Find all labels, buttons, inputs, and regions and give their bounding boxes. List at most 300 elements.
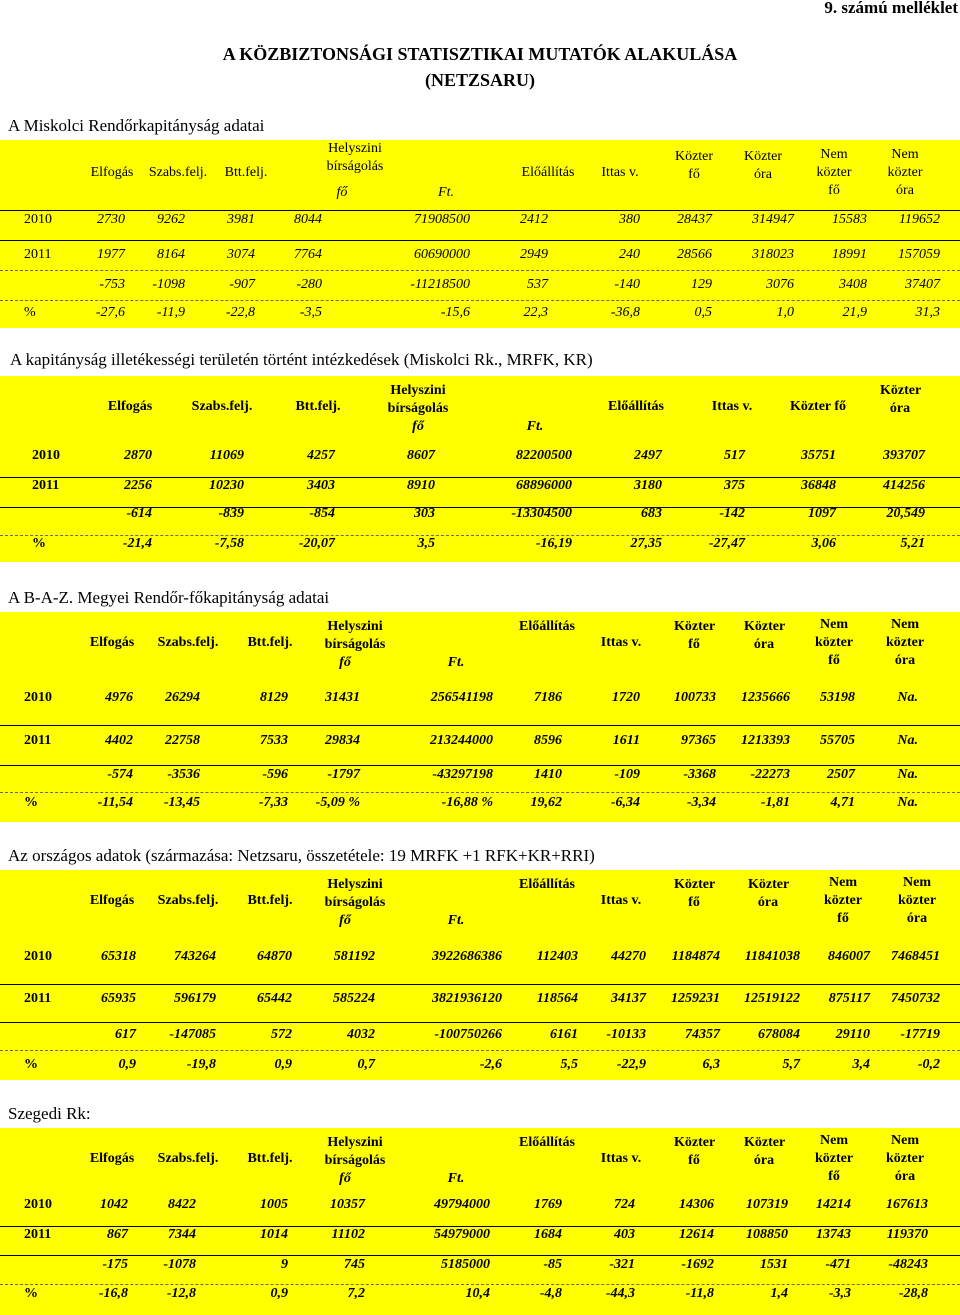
column-header: Szabs.felj.	[157, 635, 219, 650]
table-cell: 414256	[883, 478, 925, 493]
table-cell: 18991	[832, 247, 867, 262]
row-label: %	[24, 1286, 38, 1301]
table-cell: 8129	[260, 690, 288, 705]
table-cell: 119652	[899, 212, 940, 227]
table-cell: 403	[614, 1227, 635, 1242]
table-cell: 7764	[294, 247, 322, 262]
table-cell: -3536	[167, 767, 200, 782]
table-cell: 2870	[124, 448, 152, 463]
table-cell: 29110	[835, 1027, 870, 1042]
table-cell: 54979000	[434, 1227, 490, 1242]
table-cell: 65318	[101, 949, 136, 964]
table-cell: 49794000	[434, 1197, 490, 1212]
column-header: Ft.	[447, 913, 465, 928]
column-header: Közter fő	[674, 619, 716, 652]
table-cell: 3403	[307, 478, 335, 493]
section-title-2: A kapitányság illetékességi területén történt intézkedések (Miskolci Rk., MRFK, KR)	[10, 350, 593, 369]
table-cell: -20,07	[298, 536, 335, 551]
column-header: Nem közter óra	[897, 875, 937, 926]
table-cell: -574	[107, 767, 133, 782]
table-cell: 2730	[97, 212, 125, 227]
table-cell: 5,21	[900, 536, 925, 551]
table-cell: 22758	[165, 733, 200, 748]
column-header: Szabs.felj.	[148, 165, 208, 180]
table-cell: 724	[614, 1197, 635, 1212]
table-cell: 1611	[612, 733, 640, 748]
table-cell: -1692	[681, 1257, 714, 1272]
table-cell: -1,81	[760, 795, 790, 810]
column-header: Helyszini bírságolás	[324, 1135, 386, 1168]
table-cell: Na.	[897, 767, 918, 782]
section-title-1: A Miskolci Rendőrkapitányság adatai	[8, 116, 265, 135]
table-cell: -19,8	[186, 1057, 216, 1072]
table-cell: -48243	[888, 1257, 928, 1272]
table-cell: 0,9	[118, 1057, 136, 1072]
table-cell: 7468451	[891, 949, 940, 964]
table-cell: 3922686386	[432, 949, 502, 964]
row-separator	[0, 210, 960, 211]
table-cell: -596	[262, 767, 288, 782]
table-cell: -614	[126, 506, 152, 521]
table-cell: 9262	[157, 212, 185, 227]
column-header: fő	[339, 913, 351, 928]
table-cell: 6161	[550, 1027, 578, 1042]
table-cell: -1098	[152, 277, 185, 292]
column-header: Btt.felj.	[247, 635, 293, 650]
table-cell: 5,7	[782, 1057, 800, 1072]
row-separator	[0, 240, 960, 241]
table-cell: 213244000	[430, 733, 493, 748]
table-cell: 55705	[820, 733, 855, 748]
table-cell: 537	[527, 277, 548, 292]
row-label: 2010	[24, 1197, 52, 1212]
table-cell: 60690000	[414, 247, 470, 262]
table-cell: 303	[414, 506, 435, 521]
table-cell: -21,4	[122, 536, 152, 551]
table-cell: 118564	[536, 991, 578, 1006]
column-header: Nem közter fő	[816, 147, 852, 198]
table-cell: -11218500	[410, 277, 470, 292]
table-cell: 2497	[634, 448, 662, 463]
table-cell: -4,8	[539, 1286, 562, 1301]
column-header: Ittas v.	[600, 635, 642, 650]
table-cell: 585224	[333, 991, 375, 1006]
column-header: Elfogás	[107, 399, 153, 414]
table-cell: -85	[543, 1257, 562, 1272]
table-cell: -17719	[900, 1027, 940, 1042]
table-cell: 7533	[260, 733, 288, 748]
row-separator	[0, 300, 960, 301]
table-cell: 35751	[801, 448, 836, 463]
column-header: Nem közter fő	[814, 617, 854, 668]
column-header: fő	[339, 1171, 351, 1186]
table-cell: 3981	[227, 212, 255, 227]
row-separator	[0, 1050, 960, 1051]
table-cell: 393707	[883, 448, 925, 463]
table-cell: 4032	[347, 1027, 375, 1042]
row-label: 2010	[24, 690, 52, 705]
table-cell: 3,5	[417, 536, 435, 551]
table-cell: 8422	[168, 1197, 196, 1212]
table-cell: 375	[724, 478, 745, 493]
table-cell: 157059	[898, 247, 940, 262]
table-cell: -3,3	[828, 1286, 851, 1301]
table-cell: 129	[691, 277, 712, 292]
table-cell: -27,47	[708, 536, 745, 551]
table-cell: 12519122	[744, 991, 800, 1006]
column-header: Közter fő	[674, 149, 714, 182]
table-cell: 683	[641, 506, 662, 521]
column-header: fő	[412, 419, 424, 434]
table-cell: -16,8	[98, 1286, 128, 1301]
table-cell: 3180	[634, 478, 662, 493]
table-cell: 867	[107, 1227, 128, 1242]
table-cell: 4,71	[830, 795, 855, 810]
table-cell: 678084	[758, 1027, 800, 1042]
row-separator	[0, 984, 960, 985]
column-header: Nem közter óra	[887, 147, 923, 198]
table-cell: 2256	[124, 478, 152, 493]
table-cell: 1720	[612, 690, 640, 705]
table-cell: 11069	[209, 448, 244, 463]
row-separator	[0, 792, 960, 793]
column-header: Ittas v.	[600, 1151, 642, 1166]
table-cell: 34137	[611, 991, 646, 1006]
column-header: Helyszini bírságolás	[324, 877, 386, 910]
column-header: Ft.	[447, 1171, 465, 1186]
table-cell: Na.	[897, 733, 918, 748]
table-cell: -22,8	[225, 305, 255, 320]
table-cell: 3,4	[852, 1057, 870, 1072]
table-cell: -280	[296, 277, 322, 292]
table-cell: 1,0	[776, 305, 794, 320]
table-cell: 36848	[801, 478, 836, 493]
table-cell: 581192	[333, 949, 375, 964]
table-cell: -7,58	[214, 536, 244, 551]
table-cell: -907	[229, 277, 255, 292]
table-cell: 2507	[827, 767, 855, 782]
column-header: Előállítás	[518, 619, 575, 634]
table-cell: 13743	[816, 1227, 851, 1242]
table-cell: 314947	[752, 212, 794, 227]
table-cell: 1,4	[770, 1286, 788, 1301]
table-cell: -11,8	[685, 1286, 714, 1301]
column-header: fő	[336, 185, 348, 200]
row-label: %	[24, 305, 36, 320]
row-label: 2010	[24, 212, 52, 227]
column-header: Ittas v.	[601, 165, 639, 180]
row-label: 2011	[24, 1227, 52, 1242]
table-cell: -11,54	[97, 795, 133, 810]
table-cell: 1531	[760, 1257, 788, 1272]
row-separator	[0, 1255, 960, 1256]
section-title-3: A B-A-Z. Megyei Rendőr-főkapitányság adatai	[8, 588, 330, 607]
table-cell: -2,6	[479, 1057, 502, 1072]
table-cell: 11841038	[744, 949, 800, 964]
table-cell: 68896000	[516, 478, 572, 493]
table-cell: 4976	[105, 690, 133, 705]
main-title: A KÖZBIZTONSÁGI STATISZTIKAI MUTATÓK ALAKULÁSA	[222, 44, 738, 64]
table-cell: -471	[825, 1257, 851, 1272]
table-cell: 11102	[331, 1227, 365, 1242]
table-cell: 1235666	[741, 690, 790, 705]
table-cell: 21,9	[842, 305, 867, 320]
table-cell: -3,5	[299, 305, 322, 320]
table-cell: 3074	[227, 247, 255, 262]
table-cell: 4402	[105, 733, 133, 748]
row-label: 2010	[24, 949, 52, 964]
table-cell: -3368	[683, 767, 716, 782]
row-label: 2011	[32, 478, 60, 493]
table-cell: -6,34	[610, 795, 640, 810]
table-cell: 8044	[294, 212, 322, 227]
table-cell: -140	[614, 277, 640, 292]
table-cell: 8596	[534, 733, 562, 748]
table-cell: 100733	[674, 690, 716, 705]
table-cell: 6,3	[702, 1057, 720, 1072]
table-cell: 74357	[685, 1027, 720, 1042]
column-header: Szabs.felj.	[191, 399, 253, 414]
column-header: Előállítás	[518, 877, 575, 892]
main-subtitle: (NETZSARU)	[424, 70, 535, 90]
row-label: 2011	[24, 991, 52, 1006]
table-cell: 3821936120	[432, 991, 502, 1006]
table-cell: 745	[344, 1257, 365, 1272]
table-cell: -11,9	[156, 305, 185, 320]
column-header: Helyszini bírságolás	[324, 619, 386, 652]
column-header: Ft.	[447, 655, 465, 670]
column-header: Elfogás	[90, 165, 134, 180]
column-header: Előállítás	[607, 399, 664, 414]
table-cell: 846007	[828, 949, 870, 964]
table-cell: -27,6	[95, 305, 125, 320]
column-header: Közter fő	[674, 1135, 716, 1168]
table-cell: 8164	[157, 247, 185, 262]
table-cell: 0,9	[274, 1057, 292, 1072]
row-label: 2011	[24, 247, 52, 262]
table-cell: 7,2	[347, 1286, 365, 1301]
table-cell: -12,8	[166, 1286, 196, 1301]
table-cell: 1005	[260, 1197, 288, 1212]
annex-label: 9. számú melléklet	[824, 0, 958, 17]
table-cell: 37407	[905, 277, 940, 292]
table-cell: 22,3	[523, 305, 548, 320]
table-cell: 28437	[677, 212, 712, 227]
table-cell: -10133	[606, 1027, 646, 1042]
table-cell: -22,9	[616, 1057, 646, 1072]
table-cell: 5,5	[560, 1057, 578, 1072]
table-cell: 44270	[611, 949, 646, 964]
table-cell: 82200500	[516, 448, 572, 463]
column-header: Közter óra	[748, 877, 790, 910]
table-cell: 380	[619, 212, 640, 227]
table-cell: -43297198	[432, 767, 493, 782]
table-cell: 0,5	[694, 305, 712, 320]
column-header: Előállítás	[518, 1135, 575, 1150]
column-header: fő	[339, 655, 351, 670]
table-cell: -753	[99, 277, 125, 292]
row-separator	[0, 765, 960, 766]
table-cell: -1797	[327, 767, 360, 782]
column-header: Elfogás	[89, 893, 135, 908]
table-cell: 5185000	[441, 1257, 490, 1272]
table-cell: 10230	[209, 478, 244, 493]
row-separator	[0, 270, 960, 271]
column-header: Nem közter fő	[823, 875, 863, 926]
table-cell: Na.	[897, 690, 918, 705]
row-separator	[0, 725, 960, 726]
table-cell: -13,45	[163, 795, 200, 810]
table-cell: -3,34	[686, 795, 716, 810]
table-cell: 572	[271, 1027, 292, 1042]
table-cell: -15,6	[440, 305, 470, 320]
column-header: Btt.felj.	[224, 165, 268, 180]
column-header: Helyszini bírságolás	[326, 141, 384, 174]
column-header: Nem közter óra	[885, 1133, 925, 1184]
table-cell: 26294	[165, 690, 200, 705]
column-header: Közter fő	[789, 399, 847, 414]
table-cell: -7,33	[258, 795, 288, 810]
column-header: Szabs.felj.	[157, 1151, 219, 1166]
table-cell: 65935	[101, 991, 136, 1006]
table-cell: 3408	[839, 277, 867, 292]
table-cell: 10357	[330, 1197, 365, 1212]
table-cell: -44,3	[605, 1286, 635, 1301]
table-cell: 112403	[536, 949, 578, 964]
table-cell: 517	[724, 448, 745, 463]
section-title-5: Szegedi Rk:	[8, 1104, 91, 1123]
column-header: Ittas v.	[711, 399, 753, 414]
table-cell: 1410	[534, 767, 562, 782]
column-header: Helyszini bírságolás	[387, 383, 449, 416]
column-header: Btt.felj.	[295, 399, 341, 414]
table-cell: -854	[309, 506, 335, 521]
table-cell: 29834	[325, 733, 360, 748]
table-cell: 240	[619, 247, 640, 262]
table-cell: 0,9	[270, 1286, 288, 1301]
table-cell: 14306	[679, 1197, 714, 1212]
table-cell: -839	[218, 506, 244, 521]
table-cell: 12614	[679, 1227, 714, 1242]
table-cell: 2949	[520, 247, 548, 262]
column-header: Elfogás	[89, 1151, 135, 1166]
table-cell: 167613	[886, 1197, 928, 1212]
column-header: Elfogás	[89, 635, 135, 650]
column-header: Közter óra	[743, 149, 783, 182]
row-separator	[0, 1284, 960, 1285]
table-cell: -321	[609, 1257, 635, 1272]
table-cell: 1684	[534, 1227, 562, 1242]
column-header: Közter fő	[674, 877, 716, 910]
column-header: Ft.	[526, 419, 544, 434]
table-cell: 108850	[746, 1227, 788, 1242]
table-cell: 64870	[257, 949, 292, 964]
table-cell: -16,19	[535, 536, 572, 551]
column-header: Btt.felj.	[247, 1151, 293, 1166]
table-cell: 31431	[325, 690, 360, 705]
table-cell: 7450732	[891, 991, 940, 1006]
column-header: Szabs.felj.	[157, 893, 219, 908]
table-cell: 71908500	[414, 212, 470, 227]
column-header: Nem közter fő	[814, 1133, 854, 1184]
table-cell: -142	[719, 506, 745, 521]
table-cell: -16,88 %	[441, 795, 493, 810]
table-cell: 8607	[407, 448, 435, 463]
row-label: %	[24, 795, 38, 810]
row-label: %	[24, 1057, 38, 1072]
table-block-4	[0, 870, 960, 1080]
column-header: Ft.	[438, 185, 454, 200]
table-cell: 97365	[681, 733, 716, 748]
table-cell: 743264	[174, 949, 216, 964]
table-cell: 15583	[832, 212, 867, 227]
table-cell: 19,62	[530, 795, 562, 810]
table-cell: -13304500	[511, 506, 572, 521]
table-cell: 8910	[407, 478, 435, 493]
table-cell: 28566	[677, 247, 712, 262]
row-label: 2011	[24, 733, 52, 748]
table-cell: -28,8	[898, 1286, 928, 1301]
table-cell: 9	[281, 1257, 288, 1272]
table-cell: 1042	[100, 1197, 128, 1212]
table-cell: -0,2	[917, 1057, 940, 1072]
column-header: Ittas v.	[600, 893, 642, 908]
table-cell: 14214	[816, 1197, 851, 1212]
table-cell: -100750266	[434, 1027, 502, 1042]
table-cell: 1097	[808, 506, 836, 521]
table-cell: 617	[115, 1027, 136, 1042]
table-cell: Na.	[897, 795, 918, 810]
row-label: %	[32, 536, 46, 551]
table-cell: 875117	[828, 991, 870, 1006]
column-header: Közter óra	[744, 1135, 786, 1168]
table-cell: 1769	[534, 1197, 562, 1212]
table-cell: 4257	[307, 448, 335, 463]
table-cell: -36,8	[610, 305, 640, 320]
column-header: Előállítás	[521, 165, 575, 180]
table-cell: 31,3	[915, 305, 940, 320]
table-cell: 65442	[257, 991, 292, 1006]
table-cell: -175	[102, 1257, 128, 1272]
table-cell: 3,06	[811, 536, 836, 551]
table-cell: 596179	[174, 991, 216, 1006]
table-cell: 1259231	[671, 991, 720, 1006]
row-label: 2010	[32, 448, 60, 463]
table-cell: 107319	[746, 1197, 788, 1212]
table-cell: 20,549	[886, 506, 925, 521]
table-cell: 7186	[534, 690, 562, 705]
row-separator	[0, 1022, 960, 1023]
table-cell: -22273	[750, 767, 790, 782]
table-cell: 318023	[752, 247, 794, 262]
table-cell: 1213393	[741, 733, 790, 748]
table-cell: 7344	[168, 1227, 196, 1242]
table-cell: 0,7	[357, 1057, 375, 1072]
table-cell: 3076	[766, 277, 794, 292]
column-header: Nem közter óra	[885, 617, 925, 668]
table-cell: 1014	[260, 1227, 288, 1242]
table-cell: -109	[614, 767, 640, 782]
table-cell: 27,35	[630, 536, 662, 551]
section-title-4: Az országos adatok (származása: Netzsaru, összetétele: 19 MRFK +1 RFK+KR+RRI)	[8, 846, 595, 865]
table-cell: -5,09 %	[315, 795, 360, 810]
table-cell: 1184874	[671, 949, 720, 964]
table-cell: 119370	[886, 1227, 928, 1242]
table-cell: 2412	[520, 212, 548, 227]
table-cell: -1078	[163, 1257, 196, 1272]
column-header: Közter óra	[744, 619, 786, 652]
column-header: Btt.felj.	[247, 893, 293, 908]
